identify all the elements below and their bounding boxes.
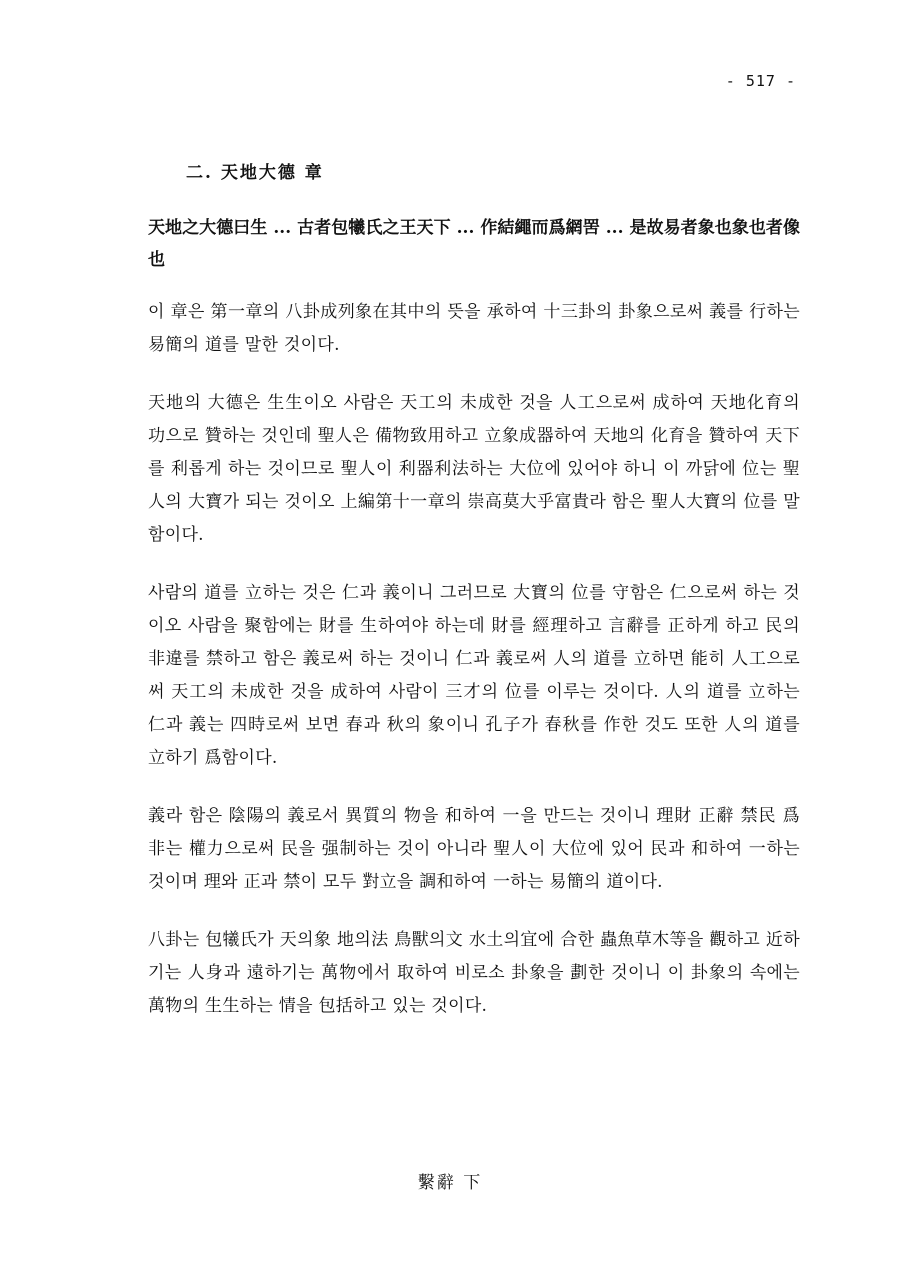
paragraph-4: 義라 함은 陰陽의 義로서 異質의 物을 和하여 一을 만드는 것이니 理財 正辭 禁民 爲非는 權力으로써 民을 强制하는 것이 아니라 聖人이 大位에 있어 民과 和하여 一하는 것이며 理와 正과 禁이 모두 對立을 調和하여 一하는 易簡의 道이다. xyxy=(148,806,800,892)
paragraph-1: 이 章은 第一章의 八卦成列象在其中의 뜻을 承하여 十三卦의 卦象으로써 義를 行하는 易簡의 道를 말한 것이다. xyxy=(148,302,800,355)
classical-quote: 天地之大德曰生 ... 古者包犧氏之王天下 ... 作結繩而爲網罟 ... 是故易者象也象也者像也 xyxy=(148,218,800,270)
paragraph-3: 사람의 道를 立하는 것은 仁과 義이니 그러므로 大寶의 位를 守함은 仁으로써 하는 것이오 사람을 聚함에는 財를 生하여야 하는데 財를 經理하고 言辭를 正하게 하고 民의 非違를 禁하고 함은 義로써 하는 것이니 仁과 義로써 人의 道를 立하면 能히 人工으로써 天工의 未成한 것을 成하여 사람이 三才의 位를 이루는 것이다. 人의 道를 立하는 仁과 義는 四時로써 보면 春과 秋의 象이니 孔子가 春秋를 作한 것도 또한 人의 道를 立하기 爲함이다. xyxy=(148,583,800,768)
page-footer: 繫辭 下 xyxy=(417,1173,483,1193)
paragraph-5: 八卦는 包犧氏가 天의象 地의法 鳥獸의文 水土의宜에 合한 蟲魚草木等을 觀하고 近하기는 人身과 遠하기는 萬物에서 取하여 비로소 卦象을 劃한 것이니 이 卦象의 속에는 萬物의 生生하는 情을 包括하고 있는 것이다. xyxy=(148,930,800,1016)
section-heading: 二. 天地大德 章 xyxy=(186,163,324,183)
body-text xyxy=(148,296,800,1048)
page-number: - 517 - xyxy=(725,72,796,90)
paragraph-2: 天地의 大德은 生生이오 사람은 天工의 未成한 것을 人工으로써 成하여 天地化育의 功으로 贊하는 것인데 聖人은 備物致用하고 立象成器하여 天地의 化育을 贊하여 天下를 利롭게 하는 것이므로 聖人이 利器利法하는 大位에 있어야 하니 이 까닭에 位는 聖人의 大寶가 되는 것이오 上編第十一章의 崇高莫大乎富貴라 함은 聖人大寶의 位를 말함이다. xyxy=(148,393,800,545)
